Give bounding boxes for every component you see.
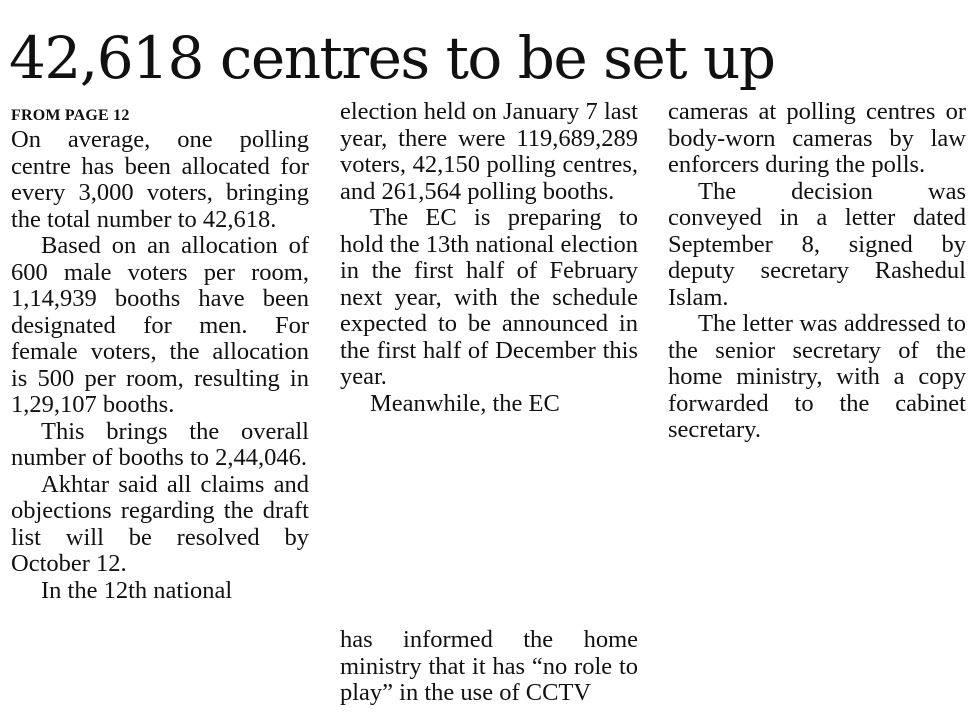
article-column-2 [340,99,638,417]
paragraph: The letter was addressed to the senior secretary of the home ministry, with a copy forwarded to the cabinet secretary. [668,310,966,443]
article-column-2-continued [340,627,638,707]
paragraph: cameras at polling centres or body-worn cameras by law enforcers during the polls. [668,98,966,178]
paragraph: The EC is preparing to hold the 13th national election in the first half of February next year, with the schedule expected to be announced in the first half of December this year. [340,204,639,390]
article-column-1 [11,105,309,604]
article-column-3 [668,99,966,444]
kicker-from-page: FROM PAGE 12 [11,107,130,124]
paragraph: Akhtar said all claims and objections regarding the draft list will be resolved by October 12. [11,470,309,577]
paragraph: Based on an allocation of 600 male voters per room, 1,14,939 booths have been designated for men. For female voters, the allocation is 500 per room, resulting in 1,29,107 booths. [11,232,309,418]
paragraph: election held on January 7 last year, there were 119,689,289 voters, 42,150 polling centres, and 261,564 polling booths. [340,98,638,205]
paragraph: This brings the overall number of booths to 2,44,046. [11,417,309,471]
paragraph: The decision was conveyed in a letter dated September 8, signed by deputy secretary Rashedul Islam. [668,177,966,311]
paragraph: has informed the home ministry that it has “no role to play” in the use of CCTV [340,626,638,706]
paragraph: On average, one polling centre has been allocated for every 3,000 voters, bringing the total number to 42,618. [11,126,309,233]
headline: 42,618 centres to be set up [9,24,775,92]
paragraph: In the 12th national [41,576,233,604]
paragraph: Meanwhile, the EC [370,389,560,417]
